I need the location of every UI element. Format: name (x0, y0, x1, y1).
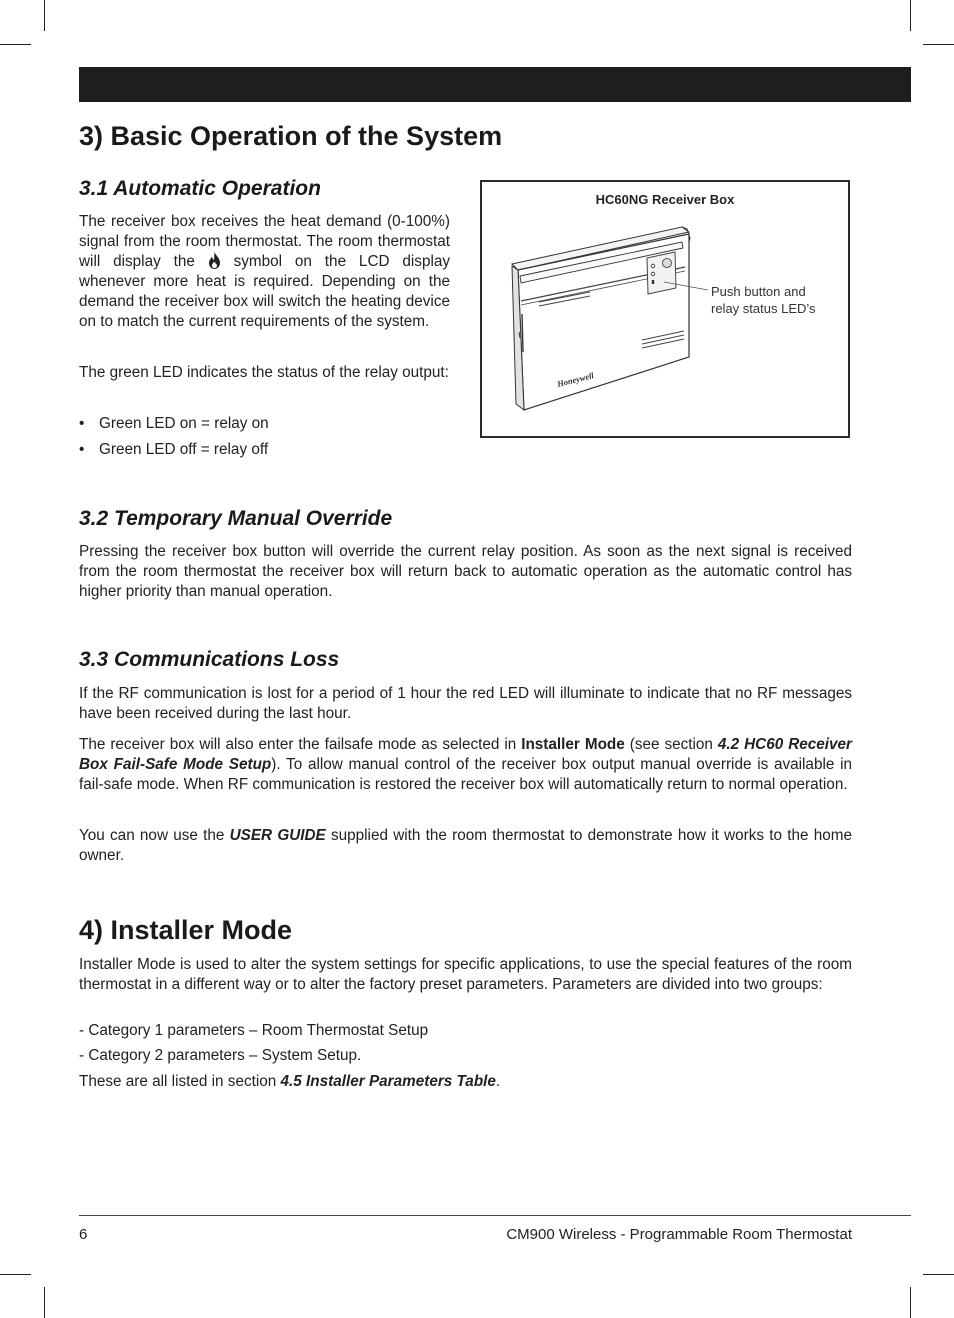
footer-rule (79, 1215, 911, 1216)
section-3-3-paragraph-1: If the RF communication is lost for a period of 1 hour the red LED will illuminate to indicate that no RF messages have been received during the last hour. (79, 685, 852, 722)
crop-mark (923, 1274, 954, 1275)
flame-icon (208, 252, 221, 269)
list-item-text: Green LED off = relay off (99, 441, 269, 458)
callout-line: Push button and (711, 284, 806, 299)
header-bar (79, 67, 911, 102)
receiver-box-figure (480, 180, 850, 438)
text-span: (see section (624, 736, 718, 753)
section-3-3-paragraph-3 (79, 826, 852, 866)
footer-doc-title: CM900 Wireless - Programmable Room Thermostat (506, 1226, 852, 1243)
text-span: supplied with the room thermostat to demonstrate how it works to the home owner. (79, 827, 852, 864)
section-3-3-paragraph-2 (79, 735, 852, 795)
text-span: symbol on the LCD display whenever more heat is required. Depending on the demand the receiver box will switch the heating device on to match the current requirements of the system. (79, 253, 451, 330)
section-3-1-title: 3.1 Automatic Operation (79, 177, 321, 200)
text-span: The receiver box receives the heat demand (0-100%) signal from the room thermostat. The room thermostat will display the (79, 213, 450, 270)
crop-mark (923, 44, 954, 45)
section-4-title: 4) Installer Mode (79, 915, 293, 945)
crop-mark (910, 0, 911, 31)
text-span: ). To allow manual control of the receiver box output manual override is available in fail-safe mode. When RF communication is restored the receiver box will automatically return to normal operation. (79, 756, 852, 793)
category-2-line: - Category 2 parameters – System Setup. (79, 1047, 362, 1064)
section-4-5-ref: 4.5 Installer Parameters Table (280, 1073, 496, 1090)
crop-mark (0, 44, 31, 45)
section-4-paragraph-3 (79, 1072, 852, 1092)
section-4-2-ref: 4.2 HC60 Receiver Box Fail-Safe Mode Setup (79, 736, 852, 773)
section-3-2-title: 3.2 Temporary Manual Override (79, 507, 393, 530)
text-span: . (495, 1073, 501, 1090)
list-item (79, 414, 450, 440)
section-3-1-paragraph-1 (79, 212, 450, 332)
page-number: 6 (79, 1226, 88, 1243)
text-span: The receiver box will also enter the failsafe mode as selected in (79, 736, 522, 753)
callout-line: relay status LED’s (711, 301, 816, 316)
section-3-title: 3) Basic Operation of the System (79, 121, 503, 151)
crop-mark (0, 1274, 31, 1275)
crop-mark (910, 1287, 911, 1318)
list-item (79, 440, 450, 466)
installer-mode-ref: Installer Mode (521, 736, 625, 753)
section-3-3-title: 3.3 Communications Loss (79, 648, 340, 671)
text-span: These are all listed in section (79, 1073, 281, 1090)
relay-status-list (79, 414, 450, 466)
list-item-text: Green LED on = relay on (99, 415, 269, 432)
user-guide-ref: USER GUIDE (229, 827, 326, 844)
figure-title: HC60NG Receiver Box (595, 192, 735, 207)
button-led-callout (711, 283, 841, 317)
category-1-line: - Category 1 parameters – Room Thermostat Setup (79, 1022, 429, 1039)
section-4-paragraph-1: Installer Mode is used to alter the system settings for specific applications, to use the special features of the room thermostat in a different way or to alter the factory preset parameters. Parameters are divided into two groups: (79, 956, 852, 993)
bullet: • (79, 441, 85, 458)
crop-mark (44, 1287, 45, 1318)
text-span: You can now use the (79, 827, 230, 844)
brand-logo: Honeywell (556, 370, 595, 389)
section-3-2-paragraph: Pressing the receiver box button will override the current relay position. As soon as the next signal is received from the room thermostat the receiver box will return back to automatic operation as the automatic control has higher priority than manual operation. (79, 543, 852, 600)
section-3-1-paragraph-2: The green LED indicates the status of the relay output: (79, 364, 449, 381)
crop-mark (44, 0, 45, 31)
bullet: • (79, 415, 85, 432)
